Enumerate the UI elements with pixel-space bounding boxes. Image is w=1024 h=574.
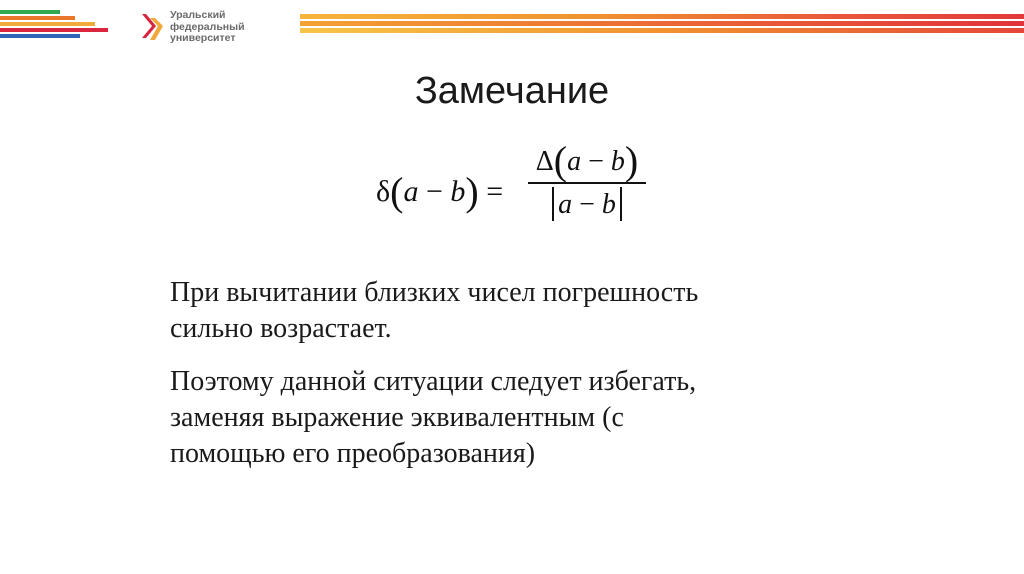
minus-sign: − xyxy=(588,146,604,177)
relative-error-formula xyxy=(376,140,656,240)
paragraph-1-line-2: сильно возрастает. xyxy=(170,313,392,344)
stripe-red xyxy=(0,28,108,32)
abs-bar-left xyxy=(552,187,554,221)
var-b: b xyxy=(610,146,625,177)
delta-symbol: δ xyxy=(376,175,391,208)
stripe-orange xyxy=(0,16,75,20)
slide-title: Замечание xyxy=(414,70,610,112)
minus-sign: − xyxy=(425,175,443,208)
paragraph-2-line-1: Поэтому данной ситуации следует избегать, xyxy=(170,366,697,397)
var-b: b xyxy=(450,175,466,208)
minus-sign: − xyxy=(579,189,595,220)
paragraph-1-line-1: При вычитании близких чисел погрешность xyxy=(170,277,699,308)
paragraph-2-line-2: заменяя выражение эквивалентным (с xyxy=(170,402,624,433)
paragraph-2 xyxy=(170,364,870,472)
stripe-yellow xyxy=(0,22,95,26)
stripe-blue xyxy=(0,34,80,38)
fraction xyxy=(524,140,650,226)
decorative-stripes-right xyxy=(300,14,1024,38)
band-1 xyxy=(300,14,1024,19)
logo-line-3: университет xyxy=(170,32,236,44)
urfu-logo-icon xyxy=(140,12,164,42)
stripe-green xyxy=(0,10,60,14)
var-a: a xyxy=(567,146,582,177)
equals-sign: = xyxy=(486,175,504,208)
abs-bar-right xyxy=(620,187,622,221)
var-a: a xyxy=(558,189,573,220)
var-b: b xyxy=(601,189,616,220)
logo-text xyxy=(170,10,245,45)
var-a: a xyxy=(403,175,419,208)
logo-line-1: Уральский xyxy=(170,9,226,21)
fraction-numerator: Δ(a − b) xyxy=(535,138,639,183)
band-2 xyxy=(300,21,1024,26)
logo-line-2: федеральный xyxy=(170,20,245,33)
paragraph-1 xyxy=(170,275,870,347)
decorative-stripes-left xyxy=(0,10,120,44)
band-3 xyxy=(300,28,1024,33)
capital-delta-symbol: Δ xyxy=(535,146,554,177)
fraction-denominator xyxy=(524,184,650,226)
header-bar xyxy=(0,0,1024,60)
paragraph-2-line-3: помощью его преобразования) xyxy=(170,438,536,469)
formula-lhs: δ(a − b) = xyxy=(376,169,504,214)
university-logo xyxy=(140,10,300,46)
